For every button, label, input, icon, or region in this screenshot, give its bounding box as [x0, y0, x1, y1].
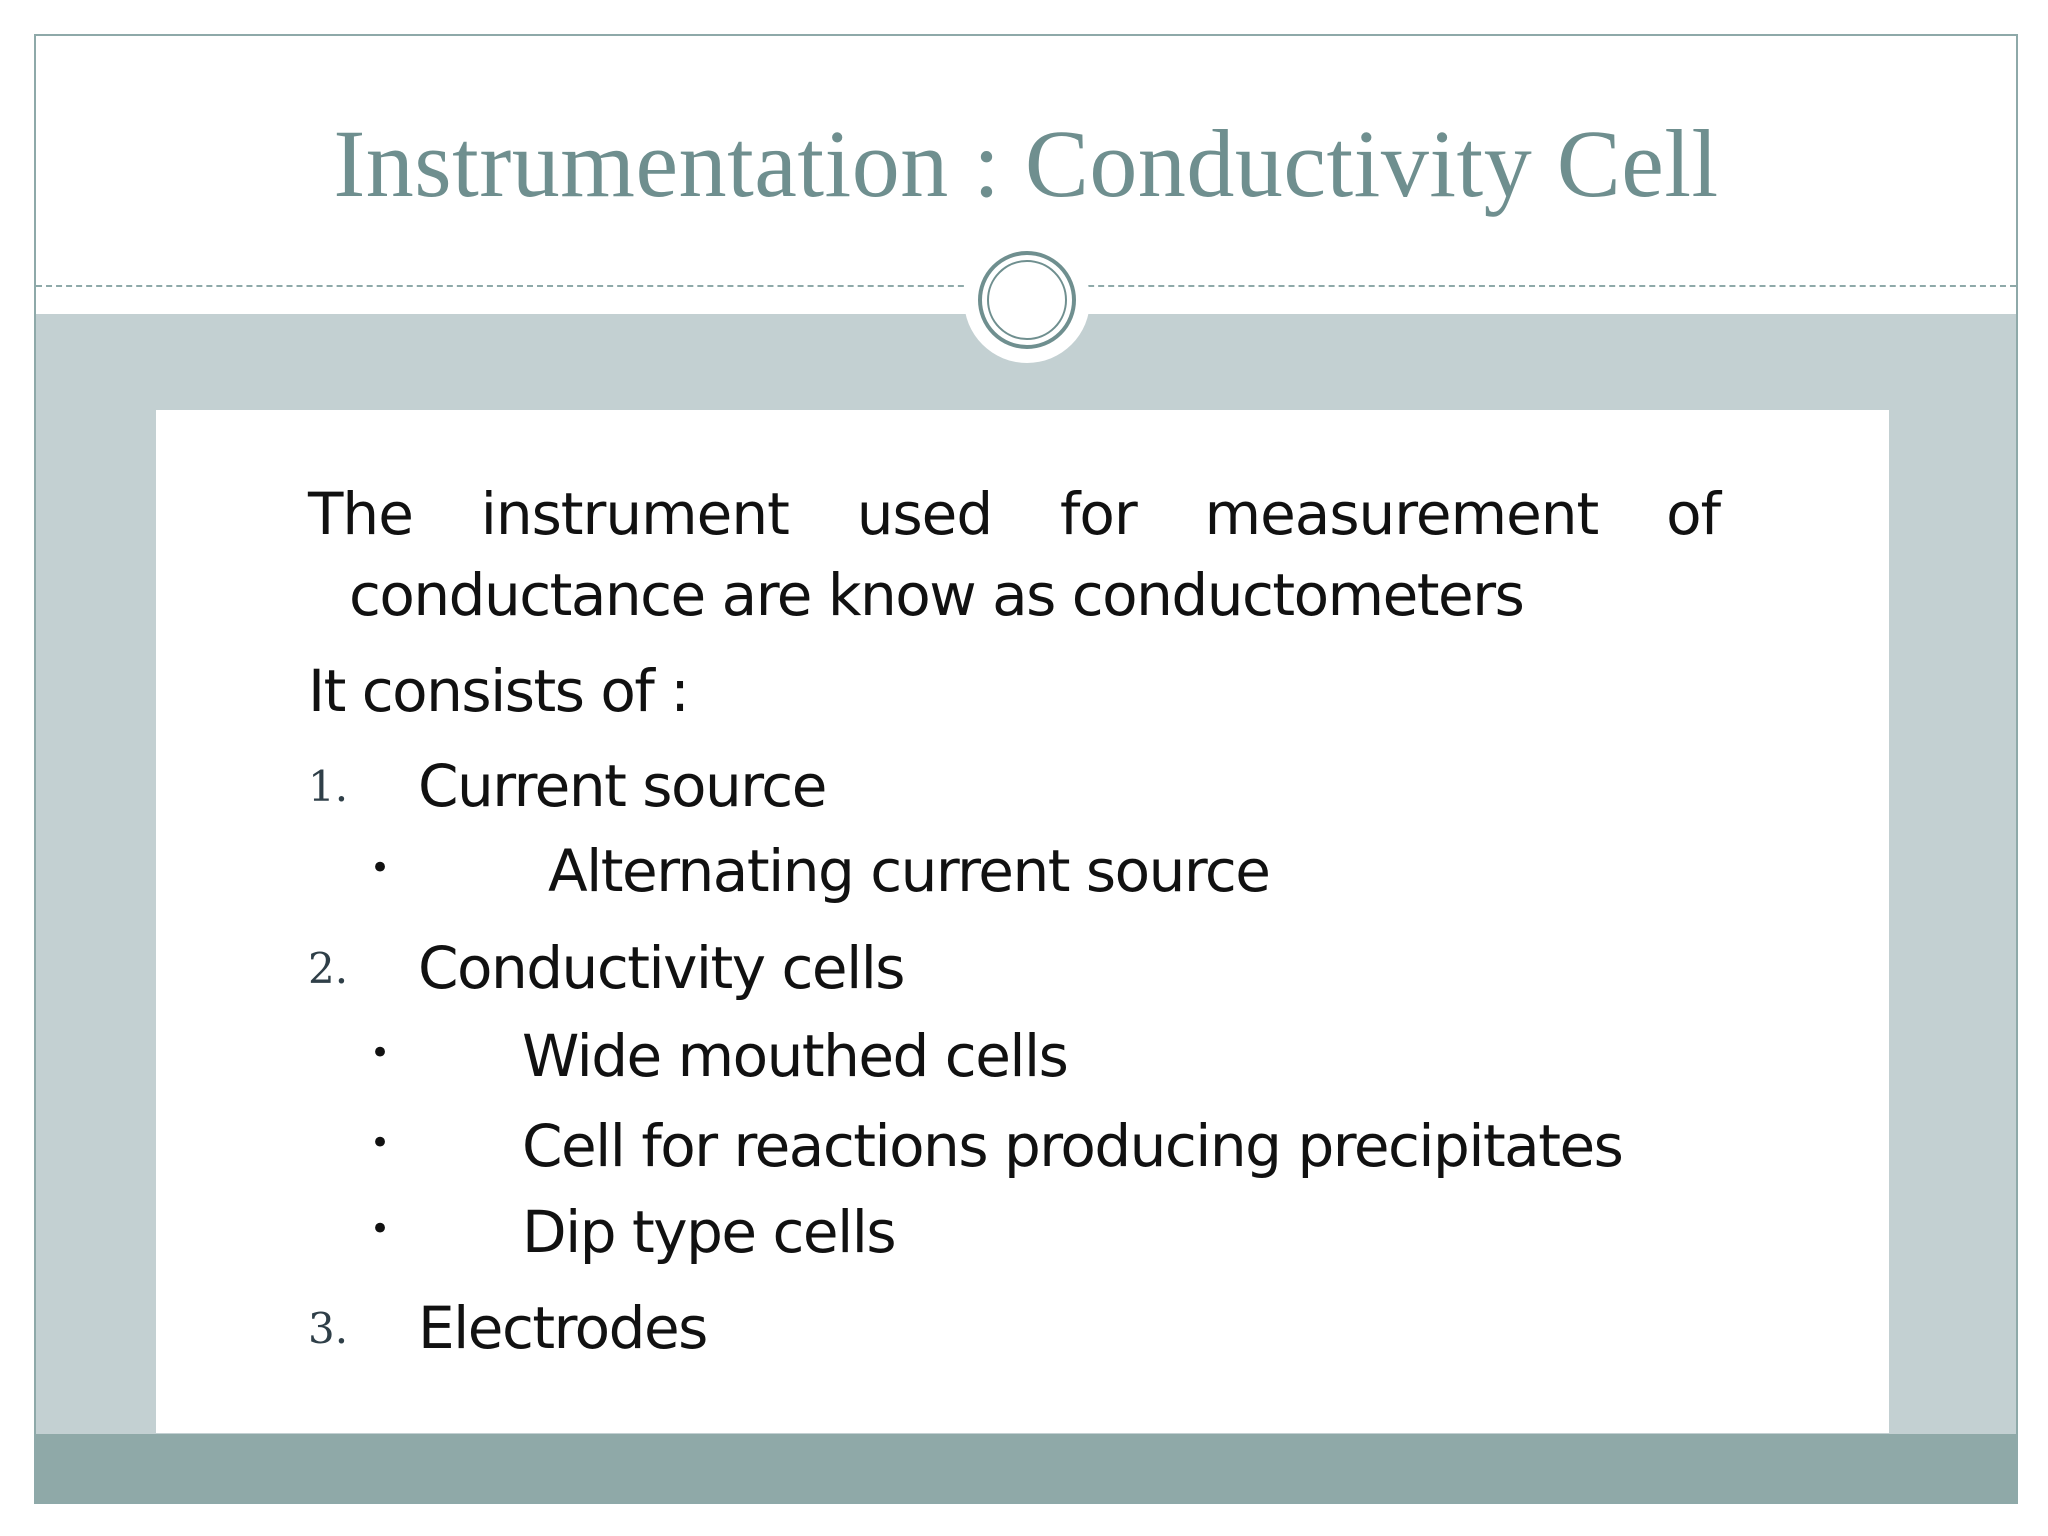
intro-word: instrument	[480, 480, 789, 548]
content-image	[156, 410, 1889, 1433]
intro-line-2: conductance are know as conductometers	[349, 561, 1524, 629]
subitem-precipitate-cells: Cell for reactions producing precipitates	[522, 1112, 1623, 1180]
bullet-icon: •	[370, 1209, 391, 1249]
intro-word: used	[856, 480, 993, 548]
list-number: 2.	[308, 944, 349, 993]
intro-word: for	[1060, 480, 1137, 548]
subitem-wide-mouthed-cells: Wide mouthed cells	[522, 1022, 1068, 1090]
intro-line-1	[308, 480, 1720, 548]
bullet-icon: •	[370, 848, 391, 888]
slide-title: Instrumentation : Conductivity Cell	[333, 110, 1719, 217]
bullet-icon: •	[370, 1033, 391, 1073]
subitem-dip-type-cells: Dip type cells	[522, 1198, 896, 1266]
intro-word: The	[308, 480, 413, 548]
circle-ornament-icon	[978, 251, 1076, 349]
list-item-current-source: Current source	[418, 752, 826, 820]
intro-word: of	[1666, 480, 1720, 548]
consists-heading: It consists of :	[308, 657, 689, 725]
bullet-icon: •	[370, 1123, 391, 1163]
list-item-conductivity-cells: Conductivity cells	[418, 934, 905, 1002]
slide-frame	[34, 34, 2018, 1504]
list-item-electrodes: Electrodes	[418, 1294, 707, 1362]
list-number: 1.	[308, 762, 349, 811]
list-number: 3.	[308, 1304, 349, 1353]
footer-band	[36, 1434, 2016, 1504]
subitem-alternating-current-source: Alternating current source	[548, 837, 1270, 905]
intro-word: measurement	[1204, 480, 1599, 548]
